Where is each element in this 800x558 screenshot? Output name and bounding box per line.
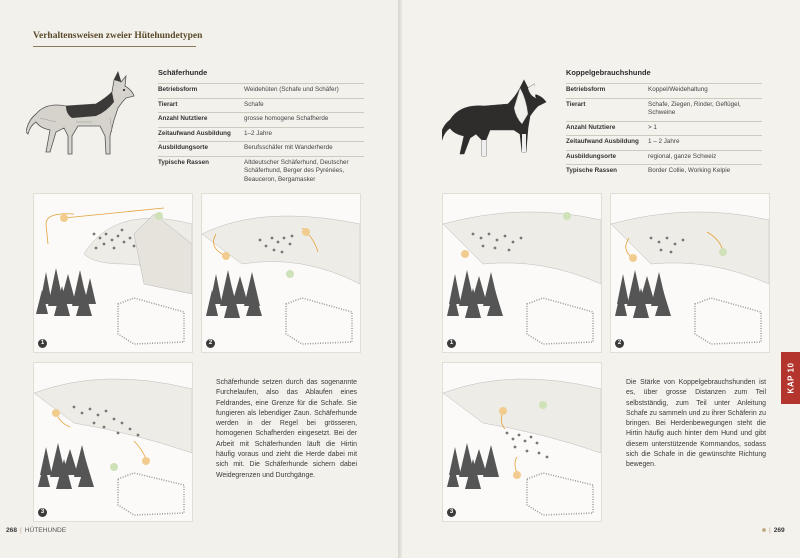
collie-profile-table [566,68,762,179]
chapter-tab [781,352,800,404]
row-value: Berufsschäfer mit Wanderherde [244,144,333,151]
row-key: Ausbildungsorte [566,152,617,160]
footer-separator: | [20,527,22,534]
footer-separator: | [768,527,771,534]
row-value: Border Collie, Working Kelpie [648,167,731,174]
border-collie-illustration [442,74,552,164]
right-page [402,0,800,558]
profile-row [158,83,364,98]
row-value: Koppel/Weidehaltung [648,86,708,93]
row-key: Typische Rassen [566,167,617,174]
profile-row [566,83,762,98]
herding-diagram-panel-2 [201,193,361,353]
herding-diagram-panel-3 [442,362,602,522]
row-value: Schafe, Ziegen, Rinder, Geflügel, Schweine [648,100,741,116]
row-value: Weidehüten (Schafe und Schäfer) [244,86,339,93]
row-value: regional, ganze Schweiz [648,152,717,160]
panel-number-badge: 2 [206,339,215,348]
profile-row [566,121,762,136]
sheep-icon: ■ [762,527,766,534]
german-shepherd-illustration [26,62,138,162]
profile-row [158,141,364,156]
herding-diagram-panel-3 [33,362,193,522]
herding-diagram-panel-2 [610,193,770,353]
row-key: Anzahl Nutztiere [566,123,616,131]
row-key: Typische Rassen [158,158,209,166]
row-key: Anzahl Nutztiere [158,115,208,122]
page-number: 269 [773,527,785,534]
left-footer [6,527,66,534]
row-key: Tierart [566,100,586,108]
profile-row [158,112,364,127]
herding-diagram-panel-1 [33,193,193,353]
shepherd-profile-table [158,68,364,187]
row-value: 1–2 Jahre [244,129,273,137]
left-page [0,0,398,558]
section-title: Verhaltensweisen zweier Hütehundetypen [33,31,203,41]
profile-row [566,164,762,179]
panel-number-badge: 2 [615,339,624,348]
chapter-tab-label: KAP 10 [786,362,795,394]
row-key: Betriebsform [158,86,198,93]
profile-row [566,135,762,150]
row-key: Ausbildungsorte [158,144,209,151]
profile-row [158,98,364,113]
collie-body-text: Die Stärke von Koppelgebrauchshunden ist es, über grosse Distanzen zum Teil selbstständig, zum Teil unter Anleitung Schafe zu sammeln und zu ihrer Schäferin zu bringen. Bei Herdenbewegungen steht die Hirtin häufig auch hinter dem Hund und gibt diesem unterstützende Kommandos, sodass sich die Schafe in die gewünschte Richtung bewegen. [626,379,766,469]
profile-row [566,98,762,121]
row-value: Altdeutscher Schäferhund, Deutscher Schäferhund, Berger des Pyrénées, Beauceron, Bergamasker [244,158,349,183]
row-key: Zeitaufwand Ausbildung [566,138,639,145]
title-underline [33,46,196,47]
row-value: > 1 [648,123,657,131]
profile-row [158,156,364,188]
row-key: Betriebsform [566,86,606,93]
panel-number-badge: 1 [447,339,456,348]
profile-title: Koppelgebrauchshunde [566,68,651,77]
herding-diagram-panel-1 [442,193,602,353]
profile-row [158,127,364,142]
panel-number-badge: 3 [38,508,47,517]
panel-number-badge: 1 [38,339,47,348]
row-value: grosse homogene Schafherde [244,115,329,122]
row-value: Schafe [244,100,264,108]
page-number: 268 [6,527,18,534]
row-key: Tierart [158,100,178,108]
panel-number-badge: 3 [447,508,456,517]
shepherd-body-text: Schäferhunde setzen durch das sogenannte Furchelaufen, also das Ablaufen eines Feldrandes, eine Grenze für die Schafe. Sie fungieren als lebendiger Zaun. Schäferhunde werden in der Regel bei grösseren, homogenen Schafherden eingesetzt. Bei der Arbeit mit Schäferhunden läuft die Hirtin häufig voraus und zieht die Herde dabei mit sich mit. Die Schäferhunde sichern dabei Weidegrenzen und Durchgänge. [216,379,357,479]
running-head: HÜTEHUNDE [24,527,67,534]
row-value: 1 – 2 Jahre [648,138,680,145]
right-footer [762,527,785,534]
row-key: Zeitaufwand Ausbildung [158,129,231,137]
profile-row [566,150,762,165]
profile-title: Schäferhunde [158,68,208,77]
